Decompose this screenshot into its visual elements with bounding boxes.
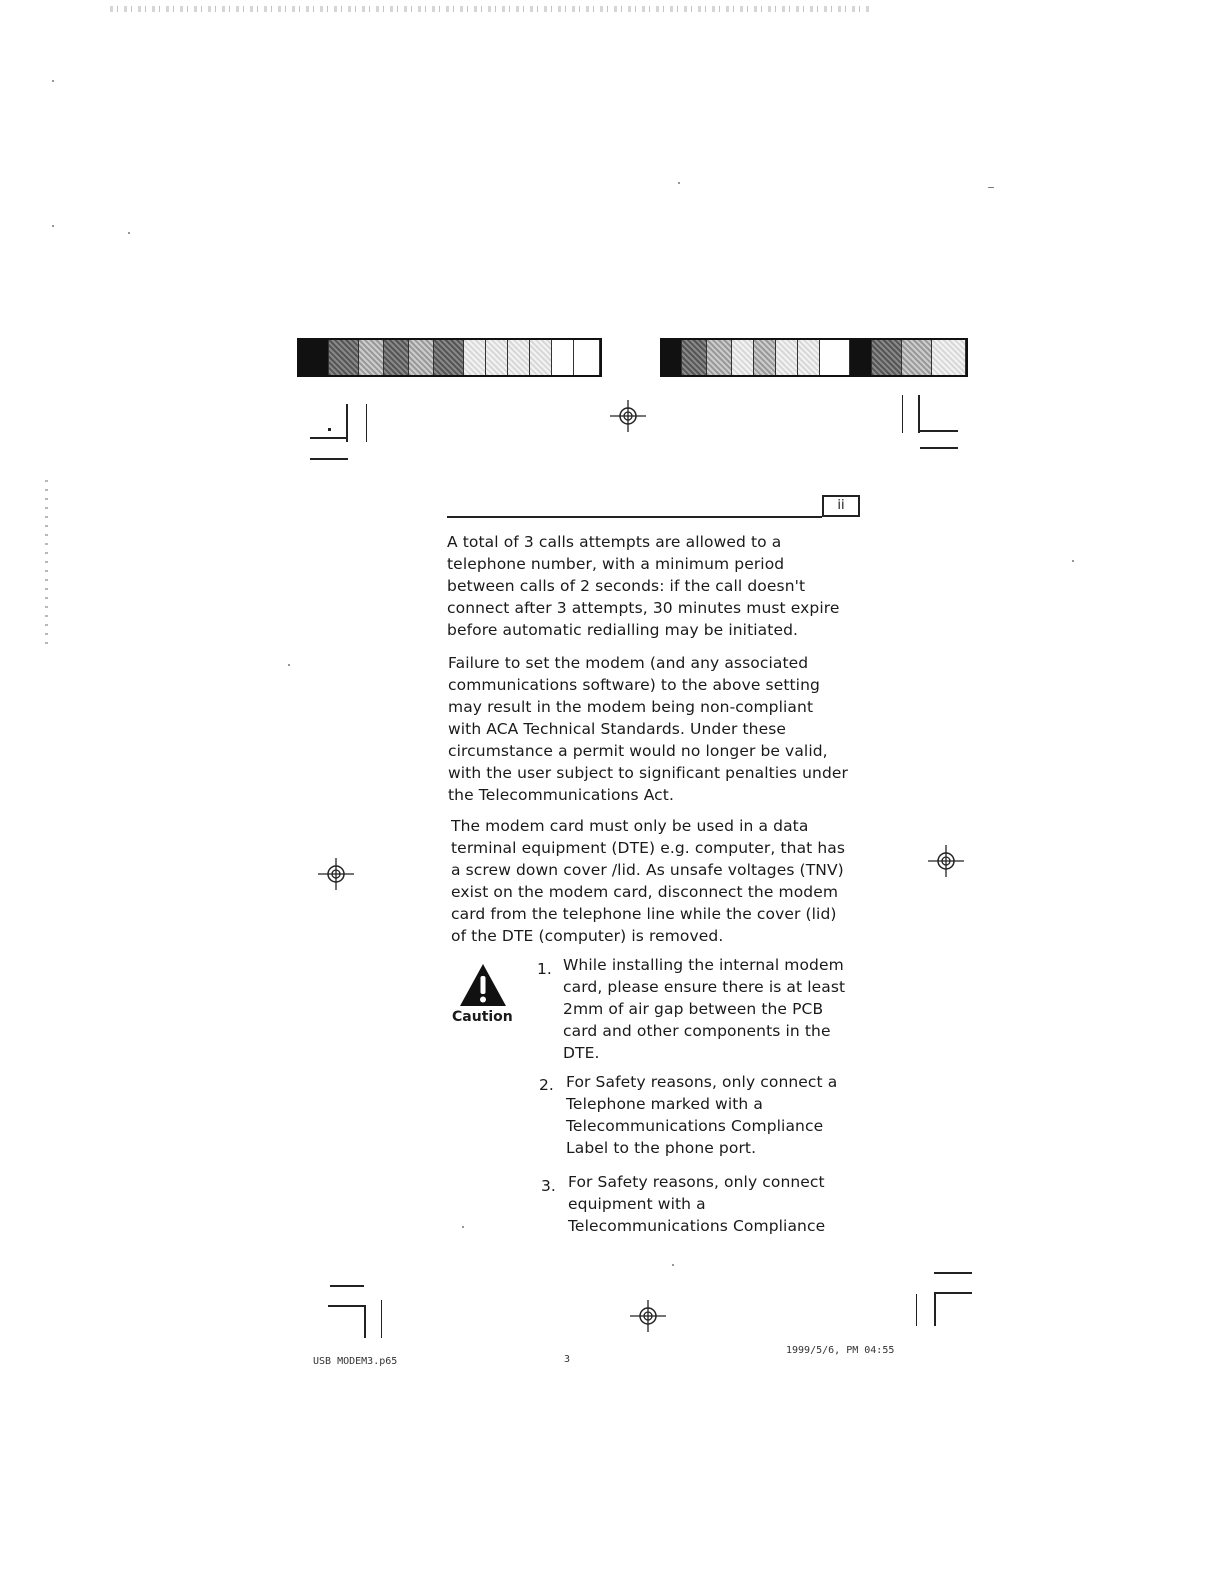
registration-mark-icon [610,398,646,434]
text-line: equipment with a [568,1195,706,1213]
crop-mark [381,1300,382,1338]
text-line: card, please ensure there is at least [563,978,846,996]
text-line: The modem card must only be used in a data [451,817,809,835]
swatch [508,340,530,375]
text-line: exist on the modem card, disconnect the modem [451,883,839,901]
swatch [776,340,798,375]
color-calibration-bar-right [660,338,968,377]
text-line: terminal equipment (DTE) e.g. computer, that has [451,839,846,857]
swatch [872,340,902,375]
warning-triangle-icon [458,962,508,1008]
swatch [682,340,707,375]
crop-mark [328,428,331,431]
text-line: Failure to set the modem (and any associated [448,654,809,672]
text-line: card from the telephone line while the cover (lid) [451,905,837,923]
text-line: telephone number, with a minimum period [447,555,785,573]
text-line: Telecommunications Compliance [566,1117,824,1135]
crop-mark [934,1292,936,1326]
crop-mark [310,437,346,439]
crop-mark [310,458,348,460]
list-number: 1. [537,960,552,978]
swatch [409,340,434,375]
swatch [932,340,966,375]
swatch [384,340,409,375]
text-line: circumstance a permit would no longer be valid, [448,742,828,760]
color-calibration-bar-left [297,338,602,377]
page-number-box: ii [822,495,860,517]
text-line: with ACA Technical Standards. Under these [448,720,787,738]
text-line: card and other components in the [563,1022,831,1040]
crop-mark [346,404,348,442]
swatch [662,340,682,375]
header-rule [447,516,822,518]
crop-mark [918,430,958,432]
text-line: Label to the phone port. [566,1139,757,1157]
text-line: before automatic redialling may be initiated. [447,621,799,639]
paragraph-call-attempts [447,531,847,641]
crop-mark [920,447,958,449]
swatch [850,340,872,375]
scan-speck [288,664,290,666]
crop-mark [366,404,367,442]
registration-mark-icon [928,843,964,879]
swatch [707,340,732,375]
swatch [552,340,574,375]
text-line: the Telecommunications Act. [448,786,675,804]
swatch [299,340,329,375]
caution-item-2 [566,1071,856,1159]
swatch [434,340,464,375]
crop-mark [328,1305,364,1307]
swatch [754,340,776,375]
swatch [820,340,850,375]
text-line: DTE. [563,1044,600,1062]
text-line: with the user subject to significant penalties under [448,764,848,782]
swatch [486,340,508,375]
swatch [329,340,359,375]
crop-mark [902,395,903,433]
swatch [732,340,754,375]
crop-mark [934,1292,972,1294]
swatch [574,340,600,375]
scan-speck [128,232,130,234]
text-line: between calls of 2 seconds: if the call doesn't [447,577,806,595]
footer-timestamp: 1999/5/6, PM 04:55 [786,1345,895,1356]
registration-mark-icon [318,856,354,892]
paragraph-dte-usage [451,815,851,947]
scan-speck [988,187,994,188]
paragraph-compliance [448,652,848,806]
text-line: For Safety reasons, only connect a [566,1073,838,1091]
crop-mark [934,1272,972,1274]
text-line: of the DTE (computer) is removed. [451,927,724,945]
swatch [902,340,932,375]
registration-mark-icon [630,1298,666,1334]
caution-item-1 [563,954,853,1064]
crop-mark [916,1294,917,1326]
crop-mark [918,395,920,433]
swatch [359,340,384,375]
text-line: may result in the modem being non-compliant [448,698,814,716]
scan-speck [52,80,54,82]
swatch [798,340,820,375]
text-line: connect after 3 attempts, 30 minutes must expire [447,599,840,617]
list-number: 2. [539,1076,554,1094]
text-line: A total of 3 calls attempts are allowed to a [447,533,782,551]
text-line: 2mm of air gap between the PCB [563,1000,824,1018]
footer-page: 3 [564,1354,571,1365]
text-line: Telecommunications Compliance [568,1217,826,1235]
text-line: a screw down cover /lid. As unsafe voltages (TNV) [451,861,844,879]
text-line: communications software) to the above setting [448,676,820,694]
swatch [530,340,552,375]
caution-label: Caution [452,1009,513,1025]
scan-speck [672,1264,674,1266]
swatch [464,340,486,375]
text-line: For Safety reasons, only connect [568,1173,825,1191]
crop-mark [364,1305,366,1338]
scan-speck [678,182,680,184]
text-line: Telephone marked with a [566,1095,763,1113]
scan-artifact-margin [45,480,48,650]
crop-mark [330,1285,364,1287]
text-line: While installing the internal modem [563,956,844,974]
scan-speck [462,1226,464,1228]
list-number: 3. [541,1177,556,1195]
scan-speck [52,225,54,227]
scan-speck [1072,560,1074,562]
caution-item-3 [568,1171,858,1237]
scan-artifact-top [110,6,870,12]
footer-filename: USB MODEM3.p65 [313,1356,398,1367]
